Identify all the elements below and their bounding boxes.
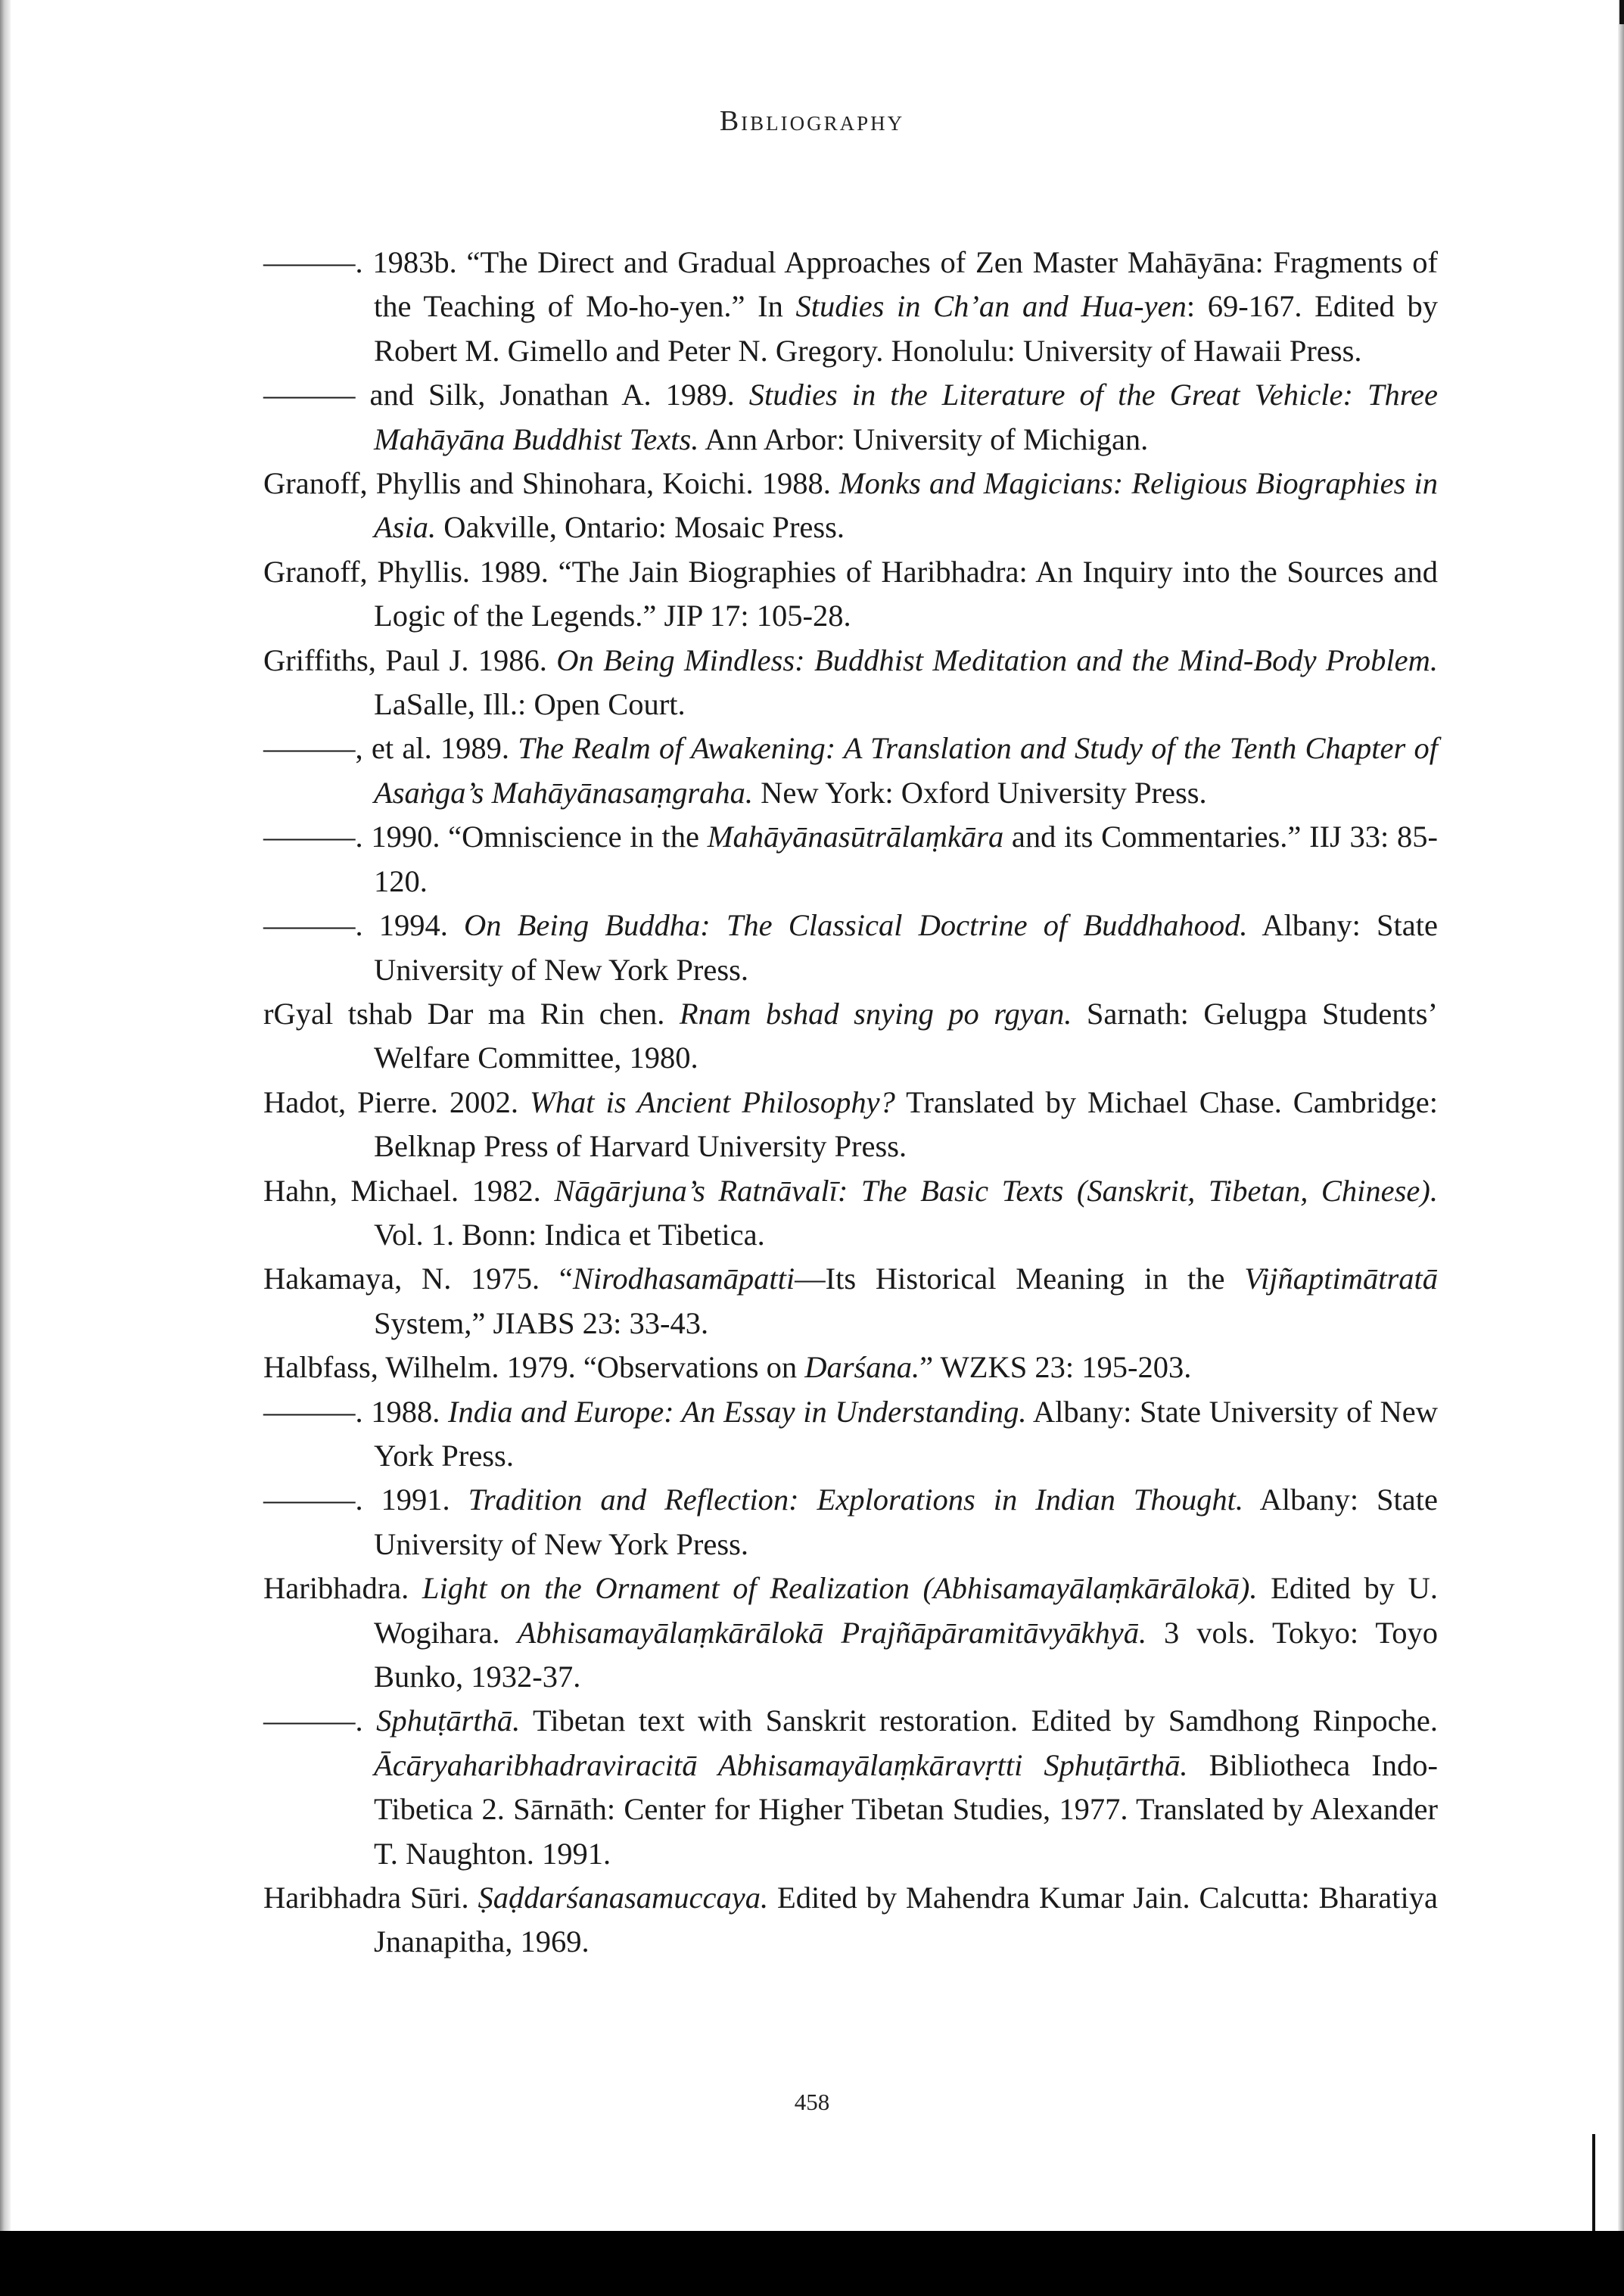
scan-bottom-band [0,2231,1624,2296]
bibliography-entry: ———. 1983b. “The Direct and Gradual Approaches of Zen Master Mahāyāna: Fragments of the Teaching of Mo-ho-yen.” In Studies in Ch’an and Hua-yen: 69-167. Edited by Robert M. Gimello and Peter N. Gregory. Honolulu: University of Hawaii Press. [263,245,1438,368]
page-number: 458 [794,2089,830,2115]
scan-edge-left [0,0,11,2231]
bibliography-entry: Haribhadra Sūri. Ṣaḍdarśanasamuccaya. Edited by Mahendra Kumar Jain. Calcutta: Bharatiya Jnanapitha, 1969. [263,1881,1438,1959]
scan-edge-right [1618,0,1624,2231]
bibliography-entry: Granoff, Phyllis. 1989. “The Jain Biographies of Haribhadra: An Inquiry into the Sources and Logic of the Legends.” JIP 17: 105-28. [263,554,1438,633]
bibliography-entry: Halbfass, Wilhelm. 1979. “Observations on Darśana.” WZKS 23: 195-203. [263,1350,1192,1385]
running-head: Bibliography [719,105,905,137]
bibliography-entry: ———, et al. 1989. The Realm of Awakening: A Translation and Study of the Tenth Chapter of Asaṅga’s Mahāyānasaṃgraha. New York: Oxford University Press. [263,731,1438,810]
scan-mark [1592,2134,1595,2231]
bibliography-entry: ——— and Silk, Jonathan A. 1989. Studies in the Literature of the Great Vehicle: Three Mahāyāna Buddhist Texts. Ann Arbor: University of Michigan. [263,378,1439,456]
scan-mark-top [1619,0,1624,24]
bibliography-entry: Hadot, Pierre. 2002. What is Ancient Philosophy? Translated by Michael Chase. Cambridge: Belknap Press of Harvard University Press. [263,1084,1438,1164]
bibliography-entry: rGyal tshab Dar ma Rin chen. Rnam bshad snying po rgyan. Sarnath: Gelugpa Students’ Welfare Committee, 1980. [263,996,1439,1075]
bibliography-entry: ———. 1988. India and Europe: An Essay in Understanding. Albany: State University of New York Press. [263,1394,1438,1473]
bibliography-entry: ———. 1991. Tradition and Reflection: Explorations in Indian Thought. Albany: State University of New York Press. [263,1482,1439,1561]
bibliography-entry: ———. 1994. On Being Buddha: The Classical Doctrine of Buddhahood. Albany: State University of New York Press. [263,908,1439,987]
bibliography-list [263,241,1438,1965]
bibliography-entry: Hahn, Michael. 1982. Nāgārjuna’s Ratnāvalī: The Basic Texts (Sanskrit, Tibetan, Chinese). Vol. 1. Bonn: Indica et Tibetica. [263,1173,1438,1252]
bibliography-entry: ———. Sphuṭārthā. Tibetan text with Sanskrit restoration. Edited by Samdhong Rinpoche. Ācāryaharibhadraviracitā Abhisamayālaṃkāravṛtti Sphuṭārthā. Bibliotheca Indo-Tibetica 2. Sārnāth: Center for Higher Tibetan Studies, 1977. Translated by Alexander T. Naughton. 1991. [263,1703,1439,1871]
bibliography-entry: Hakamaya, N. 1975. “Nirodhasamāpatti—Its Historical Meaning in the Vijñaptimātratā System,” JIABS 23: 33-43. [263,1262,1438,1340]
bibliography-entry: Griffiths, Paul J. 1986. On Being Mindless: Buddhist Meditation and the Mind-Body Problem. LaSalle, Ill.: Open Court. [263,642,1438,722]
bibliography-entry: Haribhadra. Light on the Ornament of Realization (Abhisamayālaṃkārālokā). Edited by U. Wogihara. Abhisamayālaṃkārālokā Prajñāpāramitāvyākhyā. 3 vols. Tokyo: Toyo Bunko, 1932-37. [263,1571,1439,1694]
bibliography-entry: ———. 1990. “Omniscience in the Mahāyānasūtrālaṃkāra and its Commentaries.” IIJ 33: 85-120. [263,820,1439,898]
bibliography-entry: Granoff, Phyllis and Shinohara, Koichi. 1988. Monks and Magicians: Religious Biographies in Asia. Oakville, Ontario: Mosaic Press. [263,466,1438,545]
